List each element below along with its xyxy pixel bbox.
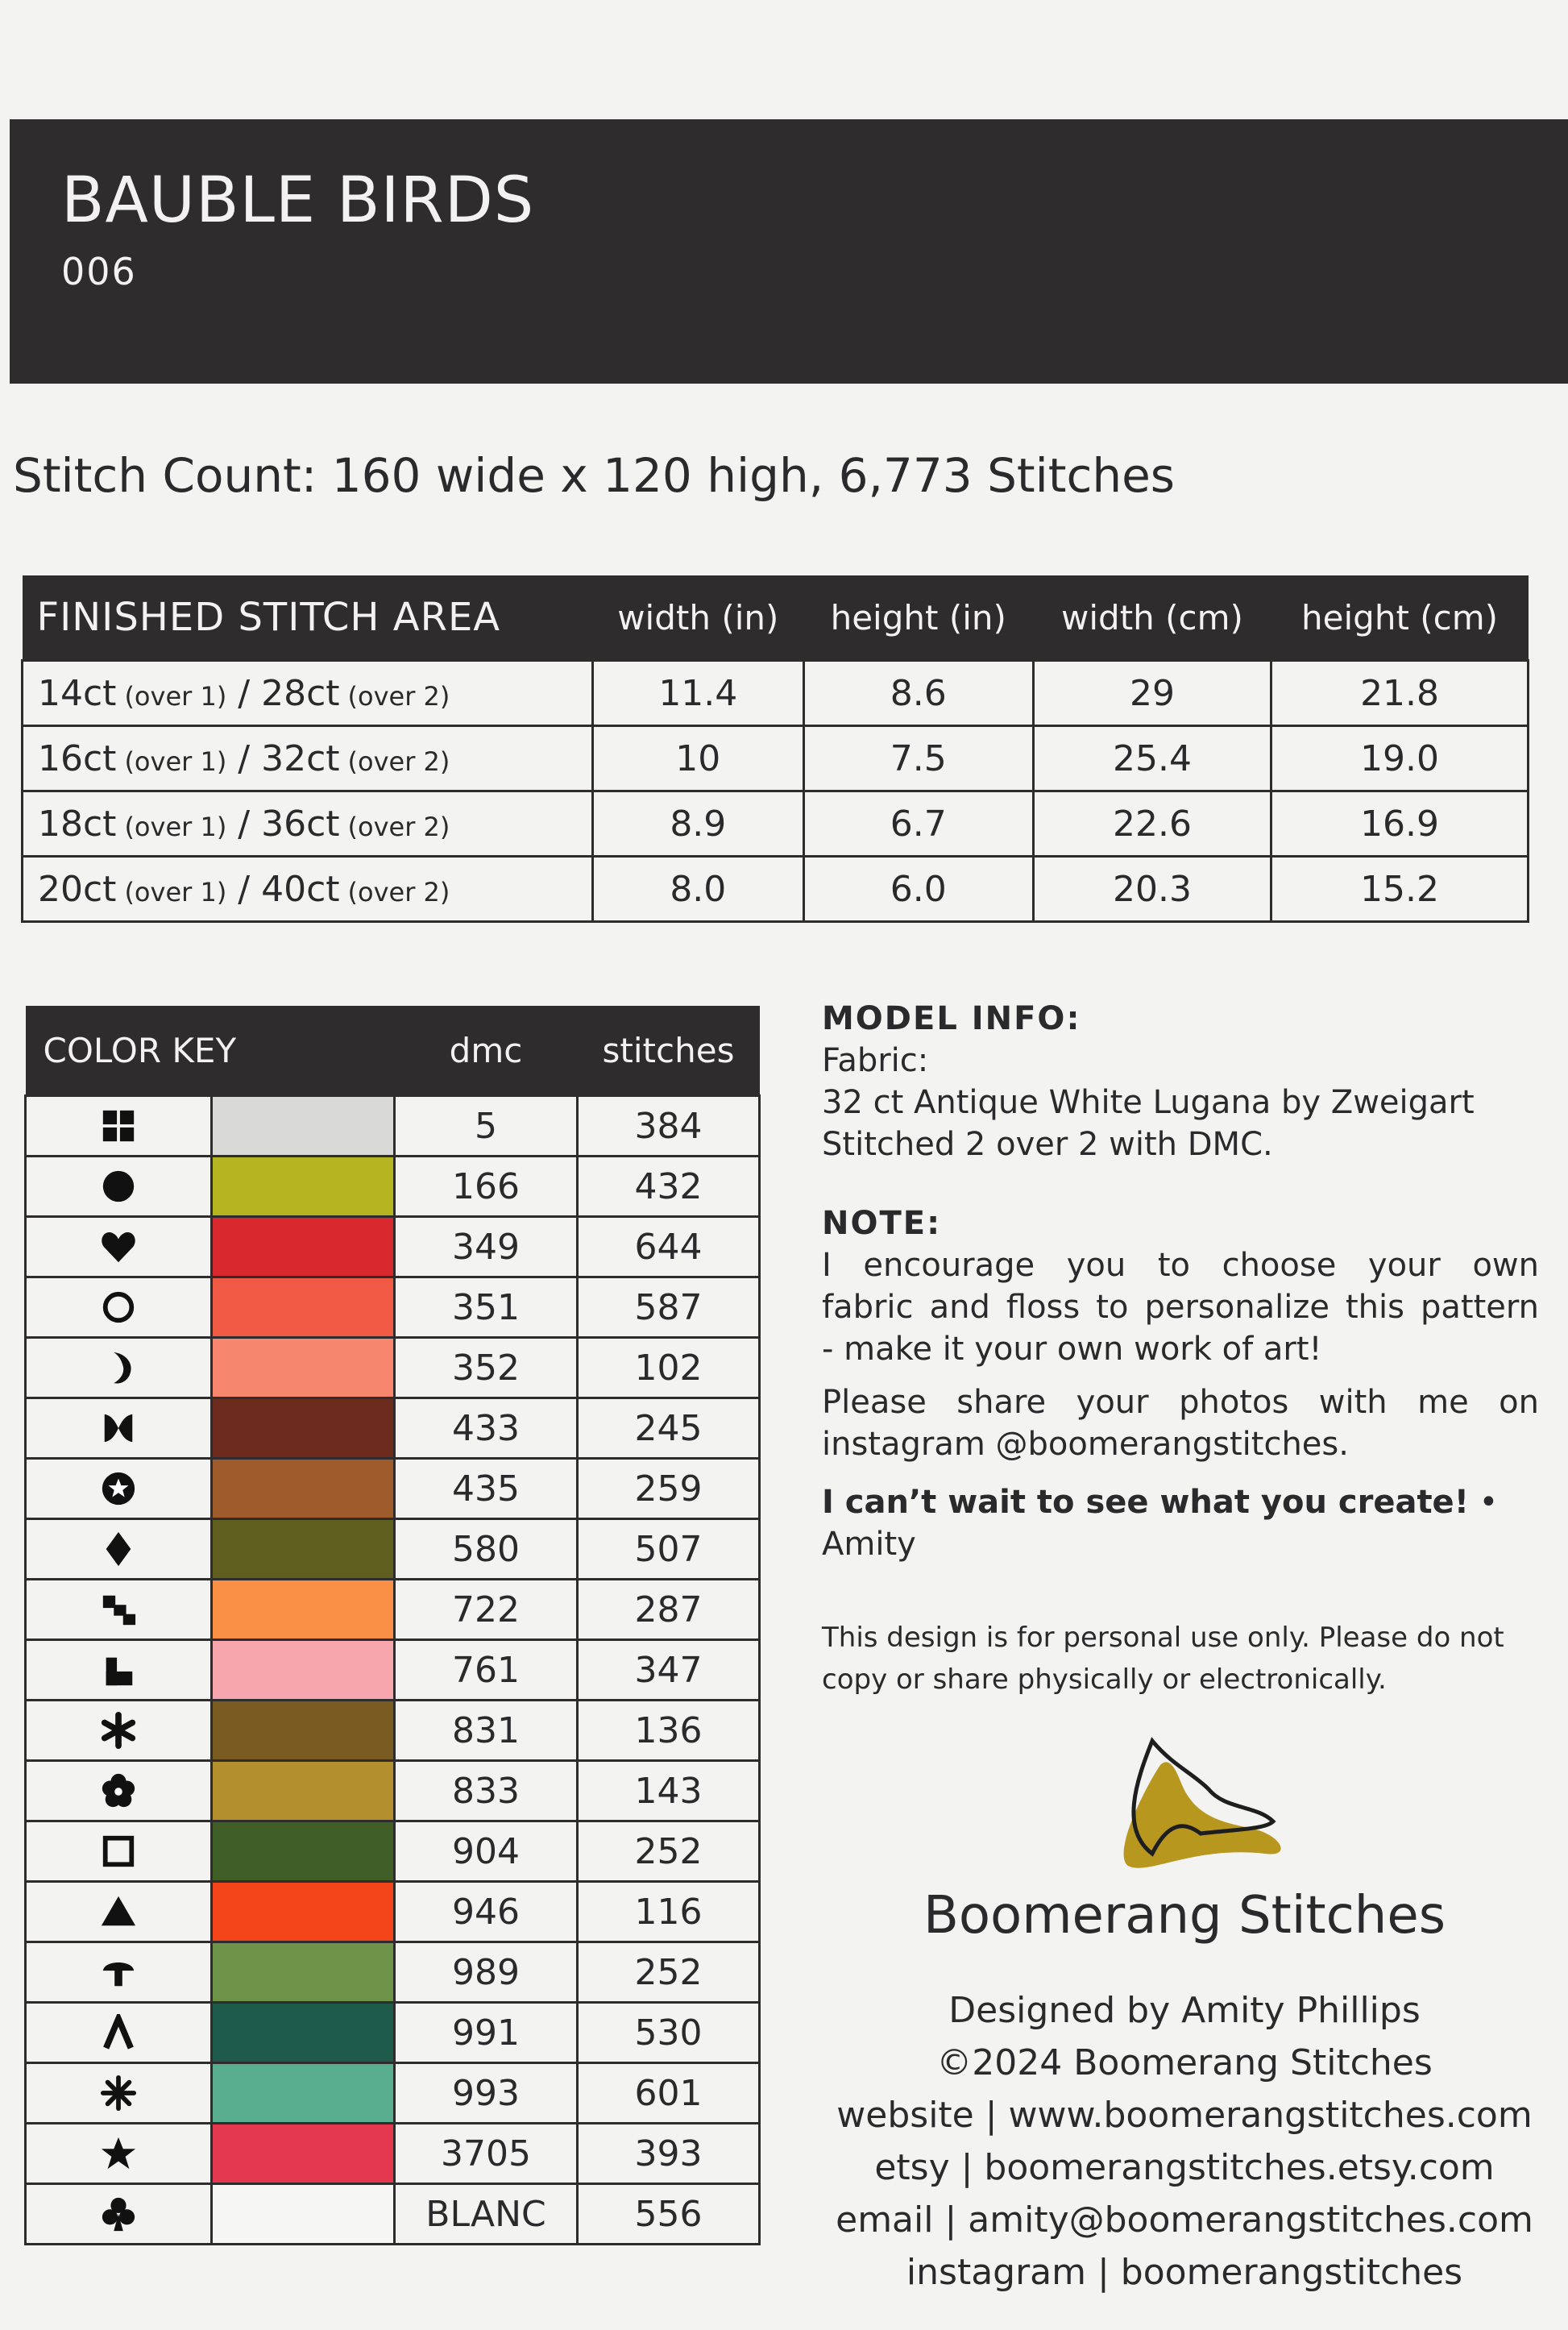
color-swatch <box>213 1580 393 1638</box>
fabric-count-cell <box>23 726 593 791</box>
color-key-row <box>26 2124 760 2184</box>
stitch-count-cell: 393 <box>578 2124 760 2184</box>
color-key-row <box>26 1519 760 1580</box>
color-key-row <box>26 1701 760 1761</box>
swatch-cell <box>212 1701 395 1761</box>
fabric-count: 16ct <box>38 737 117 779</box>
swatch-cell <box>212 2063 395 2124</box>
separator: / <box>226 737 262 779</box>
color-swatch <box>213 1520 393 1578</box>
stitch-count <box>13 448 1175 503</box>
symbol-cell <box>26 1701 212 1761</box>
stitch-count-cell: 102 <box>578 1338 760 1398</box>
model-info-line: Stitched 2 over 2 with DMC. <box>822 1126 1273 1163</box>
model-info-line: 32 ct Antique White Lugana by Zweigart <box>822 1084 1475 1121</box>
color-key-row <box>26 1096 760 1157</box>
color-key-row <box>26 1338 760 1398</box>
dimension-cell: 15.2 <box>1271 857 1529 922</box>
stitch-count-cell: 384 <box>578 1096 760 1157</box>
swatch-cell <box>212 1398 395 1459</box>
symbol-cell <box>26 1338 212 1398</box>
color-key-row <box>26 2184 760 2245</box>
fabric-count: 40ct <box>261 868 340 910</box>
credit-line: email | amity@boomerangstitches.com <box>836 2199 1533 2241</box>
swatch-cell <box>212 1277 395 1338</box>
star-icon <box>100 2135 137 2172</box>
closing-line <box>822 1481 1539 1565</box>
fabric-over-label: (over 1) <box>124 680 227 712</box>
stitch-count-cell: 259 <box>578 1459 760 1519</box>
stitch-count-cell: 136 <box>578 1701 760 1761</box>
dimension-cell: 6.7 <box>803 791 1033 857</box>
fabric-over-label: (over 1) <box>124 876 227 907</box>
stitch-count-cell: 601 <box>578 2063 760 2124</box>
stitch-count-cell: 644 <box>578 1217 760 1277</box>
dimension-cell: 6.0 <box>803 857 1033 922</box>
note-heading: NOTE: <box>822 1205 942 1242</box>
symbol-cell <box>26 1761 212 1821</box>
note-line: fabric and floss to personalize this pattern <box>822 1289 1539 1326</box>
dimension-cell: 21.8 <box>1271 661 1529 726</box>
signature: • Amity <box>822 1484 1499 1563</box>
note-line: I encourage you to choose your own <box>822 1247 1539 1284</box>
color-swatch <box>213 1701 393 1759</box>
caret-icon <box>100 2014 137 2051</box>
color-key-row <box>26 1942 760 2003</box>
fabric-over-label: (over 2) <box>347 680 450 712</box>
column-header: width (cm) <box>1033 575 1271 661</box>
color-swatch <box>213 2124 393 2183</box>
stitch-count-cell: 556 <box>578 2184 760 2245</box>
stitch-count-cell: 432 <box>578 1157 760 1217</box>
fabric-count: 32ct <box>261 737 340 779</box>
column-header: FINISHED STITCH AREA <box>23 575 593 661</box>
stitch-count-label: Stitch Count: <box>13 448 317 503</box>
symbol-cell <box>26 2003 212 2063</box>
dmc-number: 349 <box>395 1217 578 1277</box>
model-info-heading: MODEL INFO: <box>822 1000 1081 1037</box>
ring-icon <box>100 1289 137 1326</box>
dimension-cell: 10 <box>593 726 804 791</box>
symbol-cell <box>26 1519 212 1580</box>
color-key-row <box>26 2063 760 2124</box>
dimension-cell: 8.9 <box>593 791 804 857</box>
disclaimer-line: This design is for personal use only. Please do not <box>822 1622 1504 1654</box>
info-column <box>822 998 1539 1701</box>
dmc-number: 761 <box>395 1640 578 1701</box>
credits <box>806 1984 1563 2299</box>
four-squares-icon <box>100 1107 137 1144</box>
swatch-cell <box>212 2003 395 2063</box>
credit-line: website | www.boomerangstitches.com <box>836 2095 1533 2136</box>
dmc-number: BLANC <box>395 2184 578 2245</box>
symbol-cell <box>26 1942 212 2003</box>
swatch-cell <box>212 1640 395 1701</box>
title-banner <box>10 119 1568 384</box>
square-outline-icon <box>100 1833 137 1870</box>
color-key-row <box>26 1217 760 1277</box>
pattern-code: 006 <box>61 250 137 293</box>
swatch-cell <box>212 1821 395 1882</box>
dmc-number: 831 <box>395 1701 578 1761</box>
credit-line: Designed by Amity Phillips <box>948 1990 1421 2031</box>
dmc-number: 351 <box>395 1277 578 1338</box>
dmc-number: 166 <box>395 1157 578 1217</box>
symbol-cell <box>26 1277 212 1338</box>
color-swatch <box>213 2004 393 2062</box>
color-swatch <box>213 1157 393 1215</box>
color-key-row <box>26 1580 760 1640</box>
closing-text: I can’t wait to see what you create! <box>822 1484 1469 1521</box>
color-key-row <box>26 1459 760 1519</box>
crescent-icon <box>100 1349 137 1386</box>
column-header: width (in) <box>593 575 804 661</box>
credit-line: instagram | boomerangstitches <box>906 2252 1463 2293</box>
column-header: stitches <box>578 1006 760 1096</box>
stitch-count-cell: 530 <box>578 2003 760 2063</box>
mushroom-icon <box>100 1954 137 1991</box>
fabric-count: 20ct <box>38 868 117 910</box>
table-row <box>23 791 1529 857</box>
stitch-count-cell: 143 <box>578 1761 760 1821</box>
color-key-row <box>26 1761 760 1821</box>
column-header: height (cm) <box>1271 575 1529 661</box>
flower-icon <box>100 1772 137 1809</box>
fabric-over-label: (over 2) <box>347 876 450 907</box>
dimension-cell: 16.9 <box>1271 791 1529 857</box>
swatch-cell <box>212 1580 395 1640</box>
separator: / <box>226 803 262 845</box>
separator: / <box>226 868 262 910</box>
dmc-number: 993 <box>395 2063 578 2124</box>
dimension-cell: 25.4 <box>1033 726 1271 791</box>
table-row <box>23 857 1529 922</box>
stitch-count-cell: 252 <box>578 1942 760 2003</box>
star-circle-icon <box>100 1470 137 1507</box>
color-swatch <box>213 1218 393 1276</box>
dimension-cell: 8.6 <box>803 661 1033 726</box>
fabric-count: 18ct <box>38 803 117 845</box>
swatch-cell <box>212 1217 395 1277</box>
color-swatch <box>213 1641 393 1699</box>
dimension-cell: 20.3 <box>1033 857 1271 922</box>
color-swatch <box>213 1460 393 1518</box>
symbol-cell <box>26 1096 212 1157</box>
color-swatch <box>213 2185 393 2243</box>
color-key-table <box>24 1006 761 2245</box>
dimension-cell: 22.6 <box>1033 791 1271 857</box>
symbol-cell <box>26 1217 212 1277</box>
dimension-cell: 7.5 <box>803 726 1033 791</box>
fabric-over-label: (over 2) <box>347 746 450 777</box>
diamond-icon <box>100 1530 137 1568</box>
club-icon <box>100 2195 137 2232</box>
color-key-row <box>26 2003 760 2063</box>
color-swatch <box>213 1399 393 1457</box>
swatch-cell <box>212 1882 395 1942</box>
dmc-number: 3705 <box>395 2124 578 2184</box>
fabric-count: 14ct <box>38 672 117 714</box>
symbol-cell <box>26 1580 212 1640</box>
l-block-icon <box>100 1651 137 1688</box>
fabric-over-label: (over 1) <box>124 811 227 842</box>
asterisk-icon <box>100 1712 137 1749</box>
dmc-number: 722 <box>395 1580 578 1640</box>
stitch-count-cell: 587 <box>578 1277 760 1338</box>
symbol-cell <box>26 2124 212 2184</box>
fabric-count-cell <box>23 857 593 922</box>
dmc-number: 435 <box>395 1459 578 1519</box>
swatch-cell <box>212 1338 395 1398</box>
swatch-cell <box>212 2124 395 2184</box>
swatch-cell <box>212 2184 395 2245</box>
burst-icon <box>100 2075 137 2112</box>
dimension-cell: 8.0 <box>593 857 804 922</box>
fabric-over-label: (over 1) <box>124 746 227 777</box>
credit-line: ©2024 Boomerang Stitches <box>936 2042 1433 2083</box>
column-header: COLOR KEY <box>26 1006 395 1096</box>
swatch-cell <box>212 1942 395 2003</box>
color-key-row <box>26 1821 760 1882</box>
credit-line: etsy | boomerangstitches.etsy.com <box>874 2147 1495 2188</box>
swatch-cell <box>212 1761 395 1821</box>
note-line: - make it your own work of art! <box>822 1331 1322 1368</box>
dmc-number: 946 <box>395 1882 578 1942</box>
dmc-number: 580 <box>395 1519 578 1580</box>
dimension-cell: 19.0 <box>1271 726 1529 791</box>
dmc-number: 989 <box>395 1942 578 2003</box>
finished-stitch-area-table <box>21 575 1529 923</box>
swatch-cell <box>212 1459 395 1519</box>
color-swatch <box>213 1278 393 1336</box>
swatch-cell <box>212 1096 395 1157</box>
stitch-count-cell: 347 <box>578 1640 760 1701</box>
symbol-cell <box>26 1821 212 1882</box>
separator: / <box>226 672 262 714</box>
fabric-count-cell <box>23 661 593 726</box>
symbol-cell <box>26 2063 212 2124</box>
color-swatch <box>213 1822 393 1880</box>
step-squares-icon <box>100 1591 137 1628</box>
triangle-icon <box>100 1893 137 1930</box>
color-swatch <box>213 1943 393 2001</box>
dmc-number: 5 <box>395 1096 578 1157</box>
symbol-cell <box>26 1882 212 1942</box>
dimension-cell: 11.4 <box>593 661 804 726</box>
model-info-line: Fabric: <box>822 1042 929 1079</box>
dmc-number: 433 <box>395 1398 578 1459</box>
note-line: instagram @boomerangstitches. <box>822 1426 1349 1463</box>
stitch-count-cell: 245 <box>578 1398 760 1459</box>
swatch-cell <box>212 1157 395 1217</box>
stitch-count-cell: 116 <box>578 1882 760 1942</box>
dmc-number: 904 <box>395 1821 578 1882</box>
color-key-row <box>26 1277 760 1338</box>
symbol-cell <box>26 1459 212 1519</box>
brand-name: Boomerang Stitches <box>923 1886 1446 1946</box>
stitch-count-cell: 252 <box>578 1821 760 1882</box>
color-key-row <box>26 1398 760 1459</box>
circle-icon <box>100 1168 137 1205</box>
fabric-count: 28ct <box>261 672 340 714</box>
color-key-row <box>26 1157 760 1217</box>
table-row <box>23 661 1529 726</box>
symbol-cell <box>26 2184 212 2245</box>
color-swatch <box>213 1097 393 1155</box>
column-header: dmc <box>395 1006 578 1096</box>
color-swatch <box>213 1883 393 1941</box>
symbol-cell <box>26 1398 212 1459</box>
swatch-cell <box>212 1519 395 1580</box>
color-swatch <box>213 1762 393 1820</box>
fabric-count-cell <box>23 791 593 857</box>
color-key-row <box>26 1640 760 1701</box>
bowtie-icon <box>100 1410 137 1447</box>
table-row <box>23 726 1529 791</box>
color-key-row <box>26 1882 760 1942</box>
fabric-count: 36ct <box>261 803 340 845</box>
stitch-count-value: 160 wide x 120 high, 6,773 Stitches <box>331 448 1176 503</box>
boomerang-logo-icon <box>1104 1733 1289 1878</box>
disclaimer-line: copy or share physically or electronically. <box>822 1663 1387 1696</box>
heart-icon <box>100 1228 137 1265</box>
fabric-over-label: (over 2) <box>347 811 450 842</box>
symbol-cell <box>26 1157 212 1217</box>
column-header: height (in) <box>803 575 1033 661</box>
symbol-cell <box>26 1640 212 1701</box>
pattern-title: BAUBLE BIRDS <box>61 164 535 237</box>
note-line: Please share your photos with me on <box>822 1384 1539 1421</box>
dmc-number: 833 <box>395 1761 578 1821</box>
color-swatch <box>213 2064 393 2122</box>
dimension-cell: 29 <box>1033 661 1271 726</box>
color-swatch <box>213 1339 393 1397</box>
dmc-number: 991 <box>395 2003 578 2063</box>
stitch-count-cell: 287 <box>578 1580 760 1640</box>
dmc-number: 352 <box>395 1338 578 1398</box>
stitch-count-cell: 507 <box>578 1519 760 1580</box>
